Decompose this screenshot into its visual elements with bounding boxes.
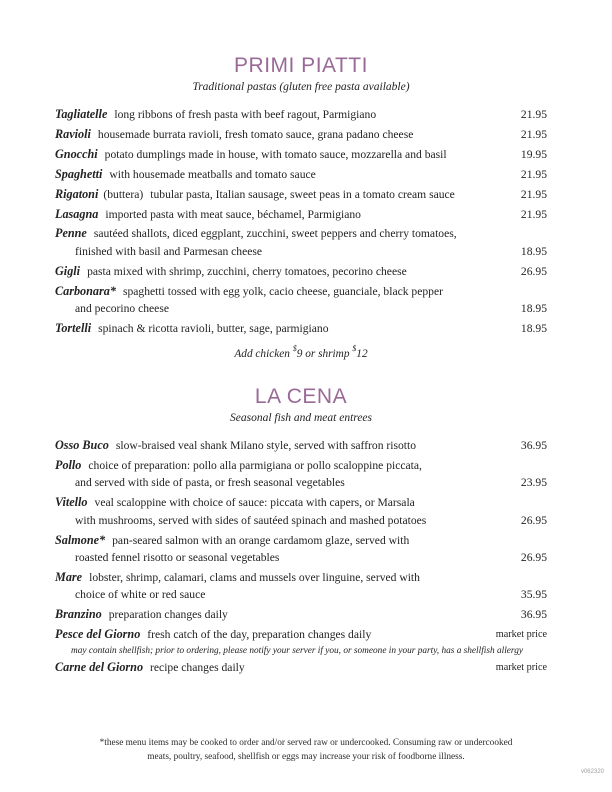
item-description: fresh catch of the day, preparation changes daily — [147, 628, 372, 642]
item-text — [55, 225, 475, 260]
menu-item — [55, 186, 547, 203]
menu-item — [55, 146, 547, 163]
item-price: 19.95 — [520, 147, 547, 161]
item-text — [55, 494, 475, 529]
section-subtitle-la-cena: Seasonal fish and meat entrees — [229, 412, 373, 425]
menu-item — [55, 106, 547, 123]
item-description: pan-seared salmon with an orange cardamom glaze, served with — [112, 533, 410, 547]
addon-note — [55, 345, 547, 360]
item-price: 21.95 — [520, 167, 547, 181]
item-text — [55, 659, 475, 676]
item-description: spaghetti tossed with egg yolk, cacio cheese, guanciale, black pepper — [122, 284, 443, 298]
item-list-la-cena — [55, 437, 547, 676]
item-name: Pesce del Giorno — [55, 627, 141, 642]
item-name: Tortelli — [55, 320, 92, 335]
item-description: slow-braised veal shank Milano style, served with saffron risotto — [115, 439, 417, 453]
menu-item — [55, 320, 547, 337]
item-description: preparation changes daily — [108, 608, 228, 622]
item-text — [55, 166, 475, 183]
dollar-sign: $ — [352, 344, 357, 354]
menu-item — [55, 126, 547, 143]
item-description: sautéed shallots, diced eggplant, zucchini, sweet peppers and cherry tomatoes, — [93, 227, 457, 241]
item-text — [55, 569, 475, 604]
item-description-line2: choice of white or red sauce — [75, 588, 206, 602]
item-price: 36.95 — [520, 608, 547, 622]
section-primi-piatti — [55, 54, 547, 360]
disclaimer-line2: meats, poultry, seafood, shellfish or eggs may increase your risk of foodborne illness. — [147, 751, 465, 762]
item-price: market price — [495, 662, 547, 674]
item-name: Ravioli — [55, 126, 91, 141]
item-name: Osso Buco — [55, 438, 109, 453]
item-text — [55, 283, 475, 318]
dollar-sign: $ — [292, 344, 297, 354]
addon-text: Add chicken — [234, 348, 293, 361]
addon-text: or shrimp — [302, 348, 353, 361]
item-description: long ribbons of fresh pasta with beef ragout, Parmigiano — [114, 108, 377, 121]
item-price: 18.95 — [520, 321, 547, 335]
menu-item — [55, 532, 547, 567]
section-title-primi-piatti: PRIMI PIATTI — [234, 54, 368, 77]
item-name: Carne del Giorno — [55, 660, 144, 675]
item-name: Gnocchi — [55, 146, 98, 161]
item-description-line2: finished with basil and Parmesan cheese — [75, 244, 263, 258]
item-name: Vitello — [55, 495, 88, 510]
item-name: Rigatoni — [55, 186, 99, 201]
item-text — [55, 126, 475, 143]
item-description: imported pasta with meat sauce, béchamel, Parmigiano — [105, 207, 361, 221]
menu-item — [55, 569, 547, 604]
item-text — [55, 206, 475, 223]
item-text — [55, 320, 475, 337]
menu-item — [55, 626, 547, 656]
item-text — [55, 626, 475, 643]
item-description-line2: and served with side of pasta, or fresh seasonal vegetables — [75, 476, 345, 490]
menu-item — [55, 283, 547, 318]
section-title-la-cena: LA CENA — [254, 385, 348, 409]
item-price: 18.95 — [520, 244, 547, 258]
item-description: tubular pasta, Italian sausage, sweet peas in a tomato cream sauce — [150, 187, 455, 201]
item-description: veal scaloppine with choice of sauce: piccata with capers, or Marsala — [94, 496, 415, 510]
item-text — [55, 106, 475, 123]
item-list-primi-piatti — [55, 106, 547, 337]
item-name: Branzino — [55, 607, 102, 622]
menu-item — [55, 457, 547, 492]
disclaimer-line1: *these menu items may be cooked to order and/or served raw or undercooked. Consuming raw or undercooked — [99, 738, 513, 748]
menu-item — [55, 606, 547, 623]
item-price: 18.95 — [520, 302, 547, 316]
menu-item — [55, 437, 547, 454]
item-price: 21.95 — [520, 127, 547, 141]
item-description: with housemade meatballs and tomato sauce — [109, 167, 316, 181]
item-text — [55, 186, 475, 203]
item-name: Pollo — [55, 458, 82, 473]
menu-item — [55, 206, 547, 223]
item-name: Carbonara* — [55, 283, 116, 298]
item-description: spinach & ricotta ravioli, butter, sage, parmigiano — [98, 321, 329, 335]
item-text — [55, 532, 475, 567]
item-name: Gigli — [55, 263, 81, 278]
item-description: recipe changes daily — [150, 661, 245, 675]
item-description-line2: roasted fennel risotto or seasonal vegetables — [75, 551, 280, 565]
item-price: 26.95 — [520, 264, 547, 278]
item-price: 21.95 — [520, 187, 547, 201]
item-text — [55, 263, 475, 280]
item-description: choice of preparation: pollo alla parmigiana or pollo scaloppine piccata, — [88, 459, 422, 473]
menu-item — [55, 659, 547, 676]
item-allergy-note: may contain shellfish; prior to ordering, please notify your server if you, or someone in your party, has a shellfish allergy — [71, 645, 523, 656]
item-price: 21.95 — [520, 207, 547, 221]
item-price: 35.95 — [520, 588, 547, 602]
section-la-cena — [55, 385, 547, 676]
section-subtitle-primi-piatti: Traditional pastas (gluten free pasta available) — [192, 81, 410, 93]
item-price: 23.95 — [520, 476, 547, 490]
item-name: Tagliatelle — [55, 107, 108, 121]
item-name: Penne — [55, 226, 87, 241]
item-description: potato dumplings made in house, with tomato sauce, mozzarella and basil — [104, 147, 447, 161]
item-description-line2: with mushrooms, served with sides of sautéed spinach and mashed potatoes — [75, 513, 427, 527]
item-text — [55, 606, 475, 623]
item-price: market price — [495, 629, 547, 641]
addon-price: 12 — [356, 348, 368, 361]
menu-item — [55, 494, 547, 529]
version-code: v062320 — [580, 769, 604, 775]
item-description-line2: and pecorino cheese — [75, 302, 169, 316]
item-description: housemade burrata ravioli, fresh tomato sauce, grana padano cheese — [97, 127, 414, 141]
item-price: 21.95 — [520, 108, 547, 121]
item-description: lobster, shrimp, calamari, clams and mussels over linguine, served with — [89, 570, 420, 584]
item-name: Spaghetti — [55, 166, 103, 181]
menu-item — [55, 263, 547, 280]
item-name: Mare — [55, 569, 83, 584]
item-price: 36.95 — [520, 439, 547, 453]
item-price: 26.95 — [520, 513, 547, 527]
item-text — [55, 437, 475, 454]
item-text — [55, 457, 475, 492]
item-name-note: (buttera) — [103, 187, 144, 201]
menu-content — [55, 54, 547, 679]
disclaimer — [0, 737, 612, 764]
item-name: Salmone* — [55, 532, 106, 547]
menu-item — [55, 166, 547, 183]
item-price: 26.95 — [520, 551, 547, 565]
item-text — [55, 146, 475, 163]
addon-price: 9 — [296, 348, 303, 361]
menu-item — [55, 225, 547, 260]
item-description: pasta mixed with shrimp, zucchini, cherry tomatoes, pecorino cheese — [87, 264, 407, 278]
item-name: Lasagna — [55, 206, 99, 221]
